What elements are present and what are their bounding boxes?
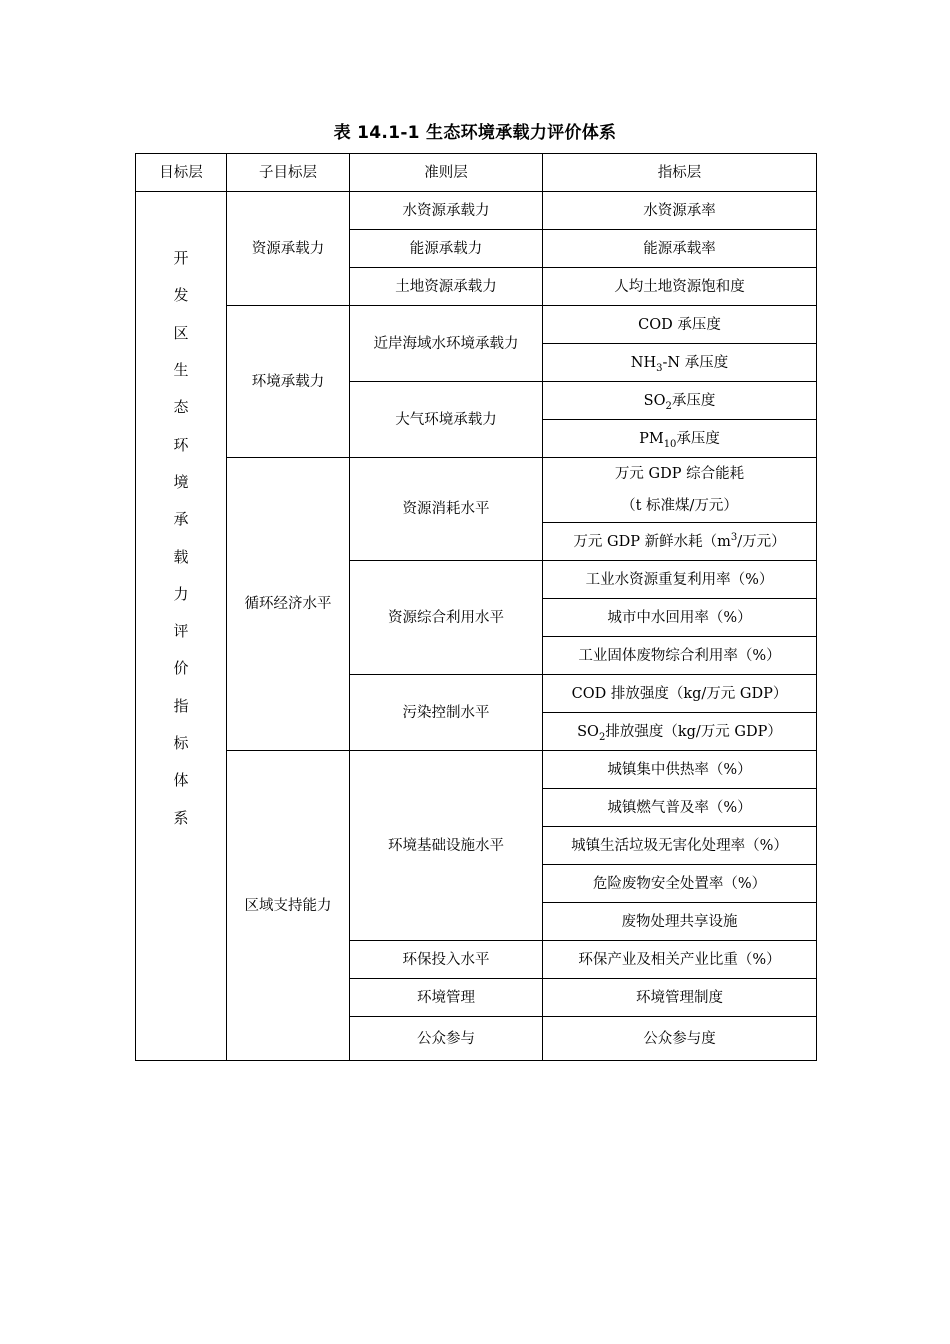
table-caption: 表 14.1-1 生态环境承载力评价体系 [333,123,617,143]
criteria-cell: 能源承载力 [350,230,543,268]
indicator-cell: COD 承压度 [543,306,817,344]
indicator-cell: 人均土地资源饱和度 [543,268,817,306]
indicator-cell: 废物处理共享设施 [543,903,817,941]
header-goal: 目标层 [136,154,227,192]
criteria-cell: 水资源承载力 [350,192,543,230]
indicator-cell: 环保产业及相关产业比重（%） [543,941,817,979]
criteria-cell: 资源消耗水平 [350,458,543,561]
indicator-cell: 万元 GDP 新鲜水耗（$m^3/$万元） [543,523,817,561]
goal-cell [136,192,227,1061]
criteria-cell: 环境基础设施水平 [350,751,543,941]
indicator-cell: 工业固体废物综合利用率（%） [543,637,817,675]
header-indicator: 指标层 [543,154,817,192]
criteria-cell: 环保投入水平 [350,941,543,979]
table-row [136,306,817,344]
criteria-cell: 近岸海域水环境承载力 [350,306,543,382]
indicator-cell: 城镇生活垃圾无害化处理率（%） [543,827,817,865]
indicator-cell: 水资源承率 [543,192,817,230]
table-row [136,192,817,230]
subgoal-cell: 循环经济水平 [227,458,350,751]
goal-vertical-text: 开 发 区 生 态 环 境 承 载 力 评 价 指 标 体 系 [173,249,189,827]
header-criteria: 准则层 [350,154,543,192]
indicator-cell: 能源承载率 [543,230,817,268]
indicator-cell: COD 排放强度（kg/万元 GDP） [543,675,817,713]
criteria-cell: 土地资源承载力 [350,268,543,306]
header-subgoal: 子目标层 [227,154,350,192]
criteria-cell: 大气环境承载力 [350,382,543,458]
criteria-cell: 环境管理 [350,979,543,1017]
indicator-cell: 城市中水回用率（%） [543,599,817,637]
indicator-cell: $SO_2$排放强度（kg/万元 GDP） [543,713,817,751]
indicator-cell: $NH_3-N$ 承压度 [543,344,817,382]
indicator-cell: 万元 GDP 综合能耗 （t 标准煤/万元） [543,458,817,523]
indicator-cell: 城镇燃气普及率（%） [543,789,817,827]
criteria-cell: 污染控制水平 [350,675,543,751]
indicator-cell: 城镇集中供热率（%） [543,751,817,789]
subgoal-cell: 环境承载力 [227,306,350,458]
indicator-cell: $PM_{10}$承压度 [543,420,817,458]
indicator-cell: 危险废物安全处置率（%） [543,865,817,903]
table-row [136,751,817,789]
criteria-cell: 公众参与 [350,1017,543,1061]
indicator-cell: 工业水资源重复利用率（%） [543,561,817,599]
header-row [136,154,817,192]
indicator-cell: $SO_2$承压度 [543,382,817,420]
table-row [136,458,817,523]
criteria-cell: 资源综合利用水平 [350,561,543,675]
evaluation-table [135,153,817,1061]
subgoal-cell: 区域支持能力 [227,751,350,1061]
subgoal-cell: 资源承载力 [227,192,350,306]
indicator-cell: 环境管理制度 [543,979,817,1017]
indicator-cell: 公众参与度 [543,1017,817,1061]
